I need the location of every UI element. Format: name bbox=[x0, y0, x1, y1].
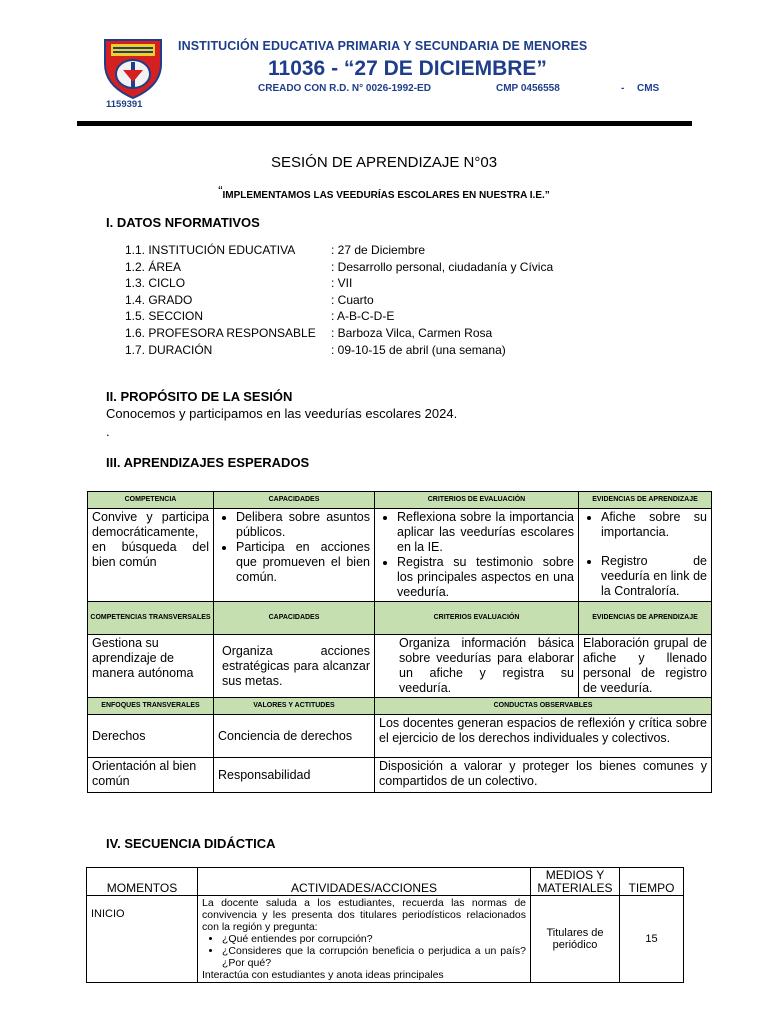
institution-name: INSTITUCIÓN EDUCATIVA PRIMARIA Y SECUNDARIA DE MENORES bbox=[178, 39, 588, 53]
school-number: 11036 - “27 DE DICIEMBRE” bbox=[268, 57, 547, 80]
actividad-intro: La docente saluda a los estudiantes, recuerda las normas de convivencia y les presenta dos titulares periodísticos relacionados con la región y pregunta: bbox=[202, 897, 526, 933]
criterios-cell bbox=[375, 509, 579, 602]
section-datos-heading: I. DATOS NFORMATIVOS bbox=[106, 215, 260, 230]
medios-cell: Titulares de periódico bbox=[531, 896, 620, 983]
subtitle-text: IMPLEMENTAMOS LAS VEEDURÍAS ESCOLARES EN NUESTRA I.E.” bbox=[222, 190, 550, 201]
tiempo-cell: 15 bbox=[620, 896, 684, 983]
section-proposito-heading: II. PROPÓSITO DE LA SESIÓN bbox=[106, 389, 293, 404]
criterio-item: • Reflexiona sobre la importancia aplicar las veedurías escolares en la IE. bbox=[397, 510, 574, 555]
info-value: : Barboza Vilca, Carmen Rosa bbox=[331, 326, 493, 340]
session-subtitle bbox=[0, 183, 768, 201]
subtitle-open-quote: “ bbox=[218, 183, 223, 198]
info-value: : VII bbox=[331, 276, 353, 290]
header-valores: VALORES Y ACTITUDES bbox=[214, 698, 375, 715]
info-label: 1.7. DURACIÓN bbox=[125, 343, 213, 357]
info-value: : Desarrollo personal, ciudadanía y Cívica bbox=[331, 260, 554, 274]
valor-cell: Responsabilidad bbox=[214, 758, 375, 793]
secuencia-table bbox=[86, 867, 684, 983]
header-actividades: ACTIVIDADES/ACCIONES bbox=[198, 868, 531, 896]
capacidad-item: • Participa en acciones que promueven el bien común. bbox=[236, 540, 370, 585]
cmp-code: CMP 0456558 bbox=[496, 83, 560, 94]
momento-cell: INICIO bbox=[87, 896, 198, 983]
creation-resolution: CREADO CON R.D. N° 0026-1992-ED bbox=[258, 83, 431, 94]
proposito-text: Conocemos y participamos en las veedurías escolares 2024. bbox=[106, 406, 458, 421]
section-aprendizajes-heading: III. APRENDIZAJES ESPERADOS bbox=[106, 455, 310, 470]
info-label: 1.4. GRADO bbox=[125, 293, 193, 307]
aprendizajes-table bbox=[87, 491, 712, 793]
info-label: 1.2. ÁREA bbox=[125, 260, 182, 274]
actividades-cell bbox=[198, 896, 531, 983]
header-divider bbox=[77, 121, 692, 126]
competencia-cell: Convive y participa democráticamente, en búsqueda del bien común bbox=[88, 509, 214, 602]
info-label: 1.6. PROFESORA RESPONSABLE bbox=[125, 326, 316, 340]
header-medios: MEDIOS Y MATERIALES bbox=[531, 868, 620, 896]
header-evidencias: EVIDENCIAS DE APRENDIZAJE bbox=[579, 492, 712, 509]
header-competencias-transversales: COMPETENCIAS TRANSVERSALES bbox=[88, 602, 214, 635]
info-label: 1.1. INSTITUCIÓN EDUCATIVA bbox=[125, 243, 296, 257]
actividad-pregunta: • ¿Consideres que la corrupción beneficia o perjudica a un país? ¿Por qué? bbox=[222, 945, 526, 969]
evidencia-transversal-cell: Elaboración grupal de afiche y llenado personal de registro de veeduría. bbox=[579, 635, 712, 698]
info-value: : Cuarto bbox=[331, 293, 374, 307]
criterio-item: • Registra su testimonio sobre los principales aspectos en una veeduría. bbox=[397, 555, 574, 600]
evidencia-item: • Registro de veeduría en link de la Contraloría. bbox=[601, 554, 707, 599]
header-evidencias-2: EVIDENCIAS DE APRENDIZAJE bbox=[579, 602, 712, 635]
enfoque-cell: Derechos bbox=[88, 715, 214, 758]
header-criterios-2: CRITERIOS EVALUACIÓN bbox=[375, 602, 579, 635]
capacidad-item: • Delibera sobre asuntos públicos. bbox=[236, 510, 370, 540]
evidencia-item: • Afiche sobre su importancia. bbox=[601, 510, 707, 540]
session-title: SESIÓN DE APRENDIZAJE N°03 bbox=[270, 154, 498, 171]
criterio-transversal-cell: Organiza información básica sobre veedurías para elaborar un afiche y registra su veeduría. bbox=[375, 635, 579, 698]
proposito-dot: . bbox=[106, 424, 110, 439]
info-label: 1.3. CICLO bbox=[125, 276, 186, 290]
header-competencia: COMPETENCIA bbox=[88, 492, 214, 509]
info-value: : 09-10-15 de abril (una semana) bbox=[331, 343, 506, 357]
header-momentos: MOMENTOS bbox=[87, 868, 198, 896]
info-value: : A-B-C-D-E bbox=[331, 309, 395, 323]
section-secuencia-heading: IV. SECUENCIA DIDÁCTICA bbox=[106, 836, 276, 851]
actividad-pregunta: • ¿Qué entiendes por corrupción? bbox=[222, 933, 526, 945]
header-criterios: CRITERIOS DE EVALUACIÓN bbox=[375, 492, 579, 509]
conducta-cell: Los docentes generan espacios de reflexión y crítica sobre el ejercicio de los derechos individuales y colectivos. bbox=[375, 715, 712, 758]
header-capacidades-2: CAPACIDADES bbox=[214, 602, 375, 635]
header-capacidades: CAPACIDADES bbox=[214, 492, 375, 509]
header-conductas: CONDUCTAS OBSERVABLES bbox=[375, 698, 712, 715]
school-code: 1159391 bbox=[106, 99, 143, 110]
capacidad-transversal-cell: Organiza acciones estratégicas para alcanzar sus metas. bbox=[214, 635, 375, 698]
competencia-transversal-cell: Gestiona su aprendizaje de manera autónoma bbox=[88, 635, 214, 698]
actividad-outro: Interactúa con estudiantes y anota ideas principales bbox=[202, 969, 444, 981]
enfoque-cell: Orientación al bien común bbox=[88, 758, 214, 793]
cms-label: CMS bbox=[637, 83, 660, 94]
header-dash: - bbox=[621, 83, 625, 94]
school-logo bbox=[101, 34, 165, 100]
conducta-cell: Disposición a valorar y proteger los bienes comunes y compartidos de un colectivo. bbox=[375, 758, 712, 793]
header-tiempo: TIEMPO bbox=[620, 868, 684, 896]
capacidades-cell bbox=[214, 509, 375, 602]
info-label: 1.5. SECCION bbox=[125, 309, 204, 323]
evidencias-cell bbox=[579, 509, 712, 602]
info-value: : 27 de Diciembre bbox=[331, 243, 426, 257]
header-enfoques: ENFOQUES TRANSVERALES bbox=[88, 698, 214, 715]
valor-cell: Conciencia de derechos bbox=[214, 715, 375, 758]
